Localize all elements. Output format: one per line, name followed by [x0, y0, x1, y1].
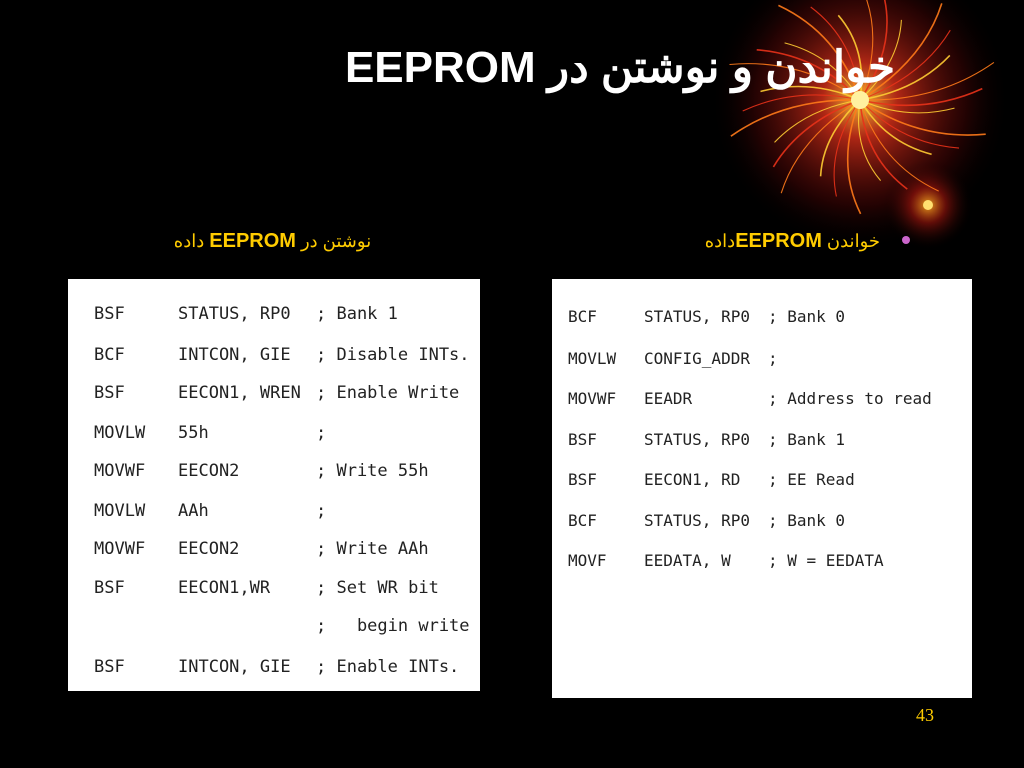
code-mnemonic: BSF — [94, 383, 125, 403]
code-mnemonic: MOVWF — [94, 461, 146, 481]
subtitle-read-suffix: داده — [704, 231, 736, 251]
code-mnemonic: MOVLW — [568, 349, 617, 368]
code-mnemonic: BSF — [94, 304, 125, 324]
code-mnemonic: BSF — [94, 578, 125, 598]
code-operand: INTCON, GIE — [178, 345, 291, 365]
code-comment: ; Address to read — [768, 389, 932, 408]
code-comment: ; Write 55h — [316, 461, 429, 481]
subtitle-write — [140, 228, 405, 254]
code-operand: EECON2 — [178, 539, 240, 559]
code-comment: ; — [316, 423, 327, 443]
code-operand: EECON2 — [178, 461, 240, 481]
code-operand: CONFIG_ADDR — [644, 349, 750, 368]
code-mnemonic: BSF — [568, 430, 597, 449]
code-operand: 55h — [178, 423, 209, 443]
subtitle-write-keyword: EEPROM — [209, 230, 296, 252]
code-comment: ; EE Read — [768, 470, 855, 489]
code-comment: ; Set WR bit — [316, 578, 439, 598]
code-operand: EEADR — [644, 389, 693, 408]
code-operand: EECON1,WR — [178, 578, 271, 598]
code-comment: ; Bank 0 — [768, 511, 846, 530]
code-mnemonic: MOVLW — [94, 501, 146, 521]
subtitle-read-prefix: خواندن — [826, 231, 880, 251]
code-mnemonic: MOVLW — [94, 423, 146, 443]
code-comment: ; Write AAh — [316, 539, 429, 559]
code-comment: ; — [316, 501, 327, 521]
code-comment: ; — [768, 349, 778, 368]
code-comment: ; begin write — [316, 616, 470, 636]
code-comment: ; W = EEDATA — [768, 551, 884, 570]
code-operand: STATUS, RP0 — [644, 430, 750, 449]
code-operand: INTCON, GIE — [178, 657, 291, 677]
code-mnemonic: BCF — [568, 307, 597, 326]
code-mnemonic: MOVWF — [568, 389, 617, 408]
code-mnemonic: MOVF — [568, 551, 607, 570]
code-comment: ; Disable INTs. — [316, 345, 470, 365]
code-comment: ; Enable Write — [316, 383, 460, 403]
code-operand: EECON1, RD — [644, 470, 741, 489]
code-operand: STATUS, RP0 — [644, 307, 750, 326]
code-operand: EECON1, WREN — [178, 383, 301, 403]
subtitle-read — [650, 228, 880, 254]
code-mnemonic: MOVWF — [94, 539, 146, 559]
subtitle-write-suffix: داده — [173, 231, 205, 251]
code-operand: EEDATA, W — [644, 551, 731, 570]
code-mnemonic: BSF — [94, 657, 125, 677]
code-comment: ; Bank 1 — [316, 304, 398, 324]
subtitle-read-keyword: EEPROM — [735, 230, 822, 252]
page-number: 43 — [916, 705, 934, 725]
code-mnemonic: BCF — [568, 511, 597, 530]
code-comment: ; Enable INTs. — [316, 657, 460, 677]
code-operand: STATUS, RP0 — [178, 304, 291, 324]
code-mnemonic: BCF — [94, 345, 125, 365]
slide-title: خواندن و نوشتن در EEPROM — [344, 43, 896, 92]
code-comment: ; Bank 1 — [768, 430, 846, 449]
code-listing-write — [68, 279, 480, 691]
bullet-icon — [902, 236, 910, 244]
code-operand: STATUS, RP0 — [644, 511, 750, 530]
code-listing-read — [552, 279, 972, 698]
subtitle-write-prefix: نوشتن در — [300, 231, 372, 251]
code-mnemonic: BSF — [568, 470, 597, 489]
code-operand: AAh — [178, 501, 209, 521]
code-comment: ; Bank 0 — [768, 307, 846, 326]
